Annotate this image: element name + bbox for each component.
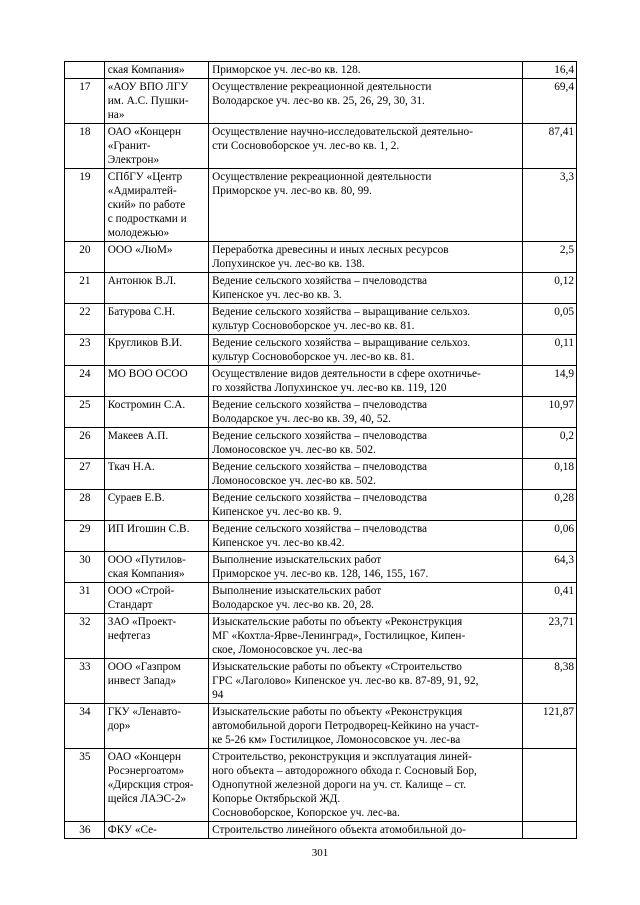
row-number-cell: 18 [65,124,105,169]
organization-cell [104,79,208,124]
description-line: ного объекта – автодорожного обхода г. Сосновый Бор, [212,765,477,777]
row-number-cell: 24 [65,366,105,397]
row-number-cell: 36 [65,822,105,839]
organization-line: ский» по работе [107,199,186,211]
organization-line: «Дирскция строя- [107,779,194,791]
organization-cell [104,335,208,366]
organization-cell [104,397,208,428]
activity-description-cell [209,428,523,459]
row-number-cell: 19 [65,169,105,242]
activity-description-cell [209,304,523,335]
activity-description-cell [209,273,523,304]
organization-line: ОАО «Концерн [107,751,182,763]
organization-line: Батурова С.Н. [107,306,176,318]
row-number-cell: 35 [65,749,105,822]
description-line: Переработка древесины и иных лесных ресурсов [212,244,449,256]
description-line: ское, Ломоносовское уч. лес-ва [212,644,363,656]
organization-line: ФКУ «Се- [107,824,157,836]
description-line: Строительство, реконструкция и эксплуатация линей- [212,751,472,763]
row-number-cell: 27 [65,459,105,490]
area-cell: 64,3 [522,552,576,583]
table-row [65,169,577,242]
organization-cell [104,521,208,552]
area-cell: 0,06 [522,521,576,552]
row-number-cell: 22 [65,304,105,335]
row-number-cell: 30 [65,552,105,583]
activity-description-cell [209,79,523,124]
description-line: Володарское уч. лес-во кв. 25, 26, 29, 30, 31. [212,95,425,107]
table-row [65,822,577,839]
description-line: автомобильной дороги Петродворец-Кейкино на участ- [212,720,480,732]
organization-cell [104,822,208,839]
description-line: Сосновоборское, Копорское уч. лес-ва. [212,807,400,819]
organization-line: нефтегаз [107,630,151,642]
organization-line: Антонюк В.Л. [107,275,177,287]
table-row [65,490,577,521]
organization-line: ОАО «Концерн [107,126,182,138]
table-row [65,335,577,366]
organization-cell [104,490,208,521]
table-row [65,397,577,428]
description-line: Ведение сельского хозяйства – пчеловодства [212,275,428,287]
organization-line: им. А.С. Пушки- [107,95,189,107]
row-number-cell: 26 [65,428,105,459]
description-line: Володарское уч. лес-во кв. 39, 40, 52. [212,413,391,425]
area-cell: 3,3 [522,169,576,242]
description-line: культур Сосновоборское уч. лес-во кв. 81. [212,351,415,363]
area-cell: 0,11 [522,335,576,366]
table-body [65,62,577,839]
organization-line: Росэнергоатом» [107,765,185,777]
organization-line: «Гранит- [107,140,151,152]
description-line: сти Сосновоборское уч. лес-во кв. 1, 2. [212,140,400,152]
organization-line: СПбГУ «Центр [107,171,183,183]
table-row [65,583,577,614]
description-line: Однопутной железной дороги на уч. ст. Калище – ст. [212,779,467,791]
activity-description-cell [209,124,523,169]
organization-cell [104,273,208,304]
row-number-cell [65,62,105,79]
table-row [65,242,577,273]
organization-cell [104,62,208,79]
organization-cell [104,614,208,659]
organization-line: дор» [107,720,131,732]
organization-line: Кругликов В.И. [107,337,183,349]
organization-cell [104,583,208,614]
description-line: Приморское уч. лес-во кв. 128. [212,64,361,76]
page-number: 301 [311,847,329,859]
row-number-cell: 17 [65,79,105,124]
description-line: Кипенское уч. лес-во кв.42. [212,537,345,549]
table-row [65,62,577,79]
description-line: Кипенское уч. лес-во кв. 3. [212,289,342,301]
description-line: Изыскательские работы по объекту «Реконструкция [212,706,463,718]
description-line: Осуществление видов деятельности в сфере охотничье- [212,368,481,380]
row-number-cell: 25 [65,397,105,428]
table-row [65,659,577,704]
area-cell: 0,28 [522,490,576,521]
description-line: Ведение сельского хозяйства – пчеловодства [212,523,428,535]
organization-cell [104,124,208,169]
description-line: Приморское уч. лес-во кв. 128, 146, 155, 167. [212,568,429,580]
activity-description-cell [209,62,523,79]
activity-description-cell [209,552,523,583]
area-cell: 0,18 [522,459,576,490]
description-line: Осуществление научно-исследовательской деятельно- [212,126,473,138]
area-cell: 0,2 [522,428,576,459]
description-line: Ломоносовское уч. лес-во кв. 502. [212,444,376,456]
area-cell: 0,41 [522,583,576,614]
area-cell: 87,41 [522,124,576,169]
description-line: Ведение сельского хозяйства – пчеловодства [212,492,428,504]
table-row [65,521,577,552]
activity-description-cell [209,242,523,273]
organization-line: «Адмиралтей- [107,185,177,197]
description-line: Выполнение изыскательских работ [212,554,382,566]
organization-cell [104,169,208,242]
activity-description-cell [209,459,523,490]
table-row [65,704,577,749]
description-line: Приморское уч. лес-во кв. 80, 99. [212,185,372,197]
row-number-cell: 28 [65,490,105,521]
organization-line: ская Компания» [107,64,185,76]
activity-description-cell [209,490,523,521]
organization-line: ИП Игошин С.В. [107,523,190,535]
organization-line: Электрон» [107,154,160,166]
organization-line: молодежью» [107,227,170,239]
activity-description-cell [209,704,523,749]
description-line: ке 5-26 км» Гостилицкое, Ломоносовское уч. лес-ва [212,734,461,746]
area-cell: 0,12 [522,273,576,304]
organization-line: ООО «Газпром [107,661,181,673]
area-cell: 0,05 [522,304,576,335]
organization-line: с подростками и [107,213,187,225]
organization-line: ООО «Путилов- [107,554,186,566]
organization-cell [104,749,208,822]
description-line: Копорье Октябрьской ЖД. [212,793,341,805]
organization-line: МО ВОО ОСОО [107,368,188,380]
organization-cell [104,242,208,273]
table-row [65,124,577,169]
activity-description-cell [209,366,523,397]
activity-description-cell [209,521,523,552]
table-row [65,79,577,124]
description-line: Строительство линейного объекта атомобильной до- [212,824,466,836]
table-row [65,273,577,304]
area-cell: 2,5 [522,242,576,273]
organization-line: инвест Запад» [107,675,177,687]
activity-description-cell [209,169,523,242]
activity-description-cell [209,614,523,659]
area-cell [522,749,576,822]
organization-cell [104,704,208,749]
description-line: МГ «Кохтла-Ярве-Ленинград», Гостилицкое, Кипен- [212,630,466,642]
organization-line: Стандарт [107,599,153,611]
row-number-cell: 32 [65,614,105,659]
activity-description-cell [209,583,523,614]
row-number-cell: 21 [65,273,105,304]
row-number-cell: 31 [65,583,105,614]
organization-cell [104,659,208,704]
description-line: 94 [212,689,224,701]
table-row [65,552,577,583]
table-row [65,366,577,397]
organization-line: на» [107,109,125,121]
description-line: Ведение сельского хозяйства – пчеловодства [212,399,428,411]
description-line: Ведение сельского хозяйства – выращивание сельхоз. [212,306,471,318]
organization-line: Костромин С.А. [107,399,186,411]
land-use-table [64,61,577,839]
row-number-cell: 34 [65,704,105,749]
description-line: Ведение сельского хозяйства – пчеловодства [212,430,428,442]
area-cell: 121,87 [522,704,576,749]
area-cell [522,822,576,839]
description-line: Ломоносовское уч. лес-во кв. 502. [212,475,376,487]
organization-line: ГКУ «Ленавто- [107,706,181,718]
area-cell: 23,71 [522,614,576,659]
description-line: Лопухинское уч. лес-во кв. 138. [212,258,365,270]
table-row [65,459,577,490]
activity-description-cell [209,749,523,822]
description-line: культур Сосновоборское уч. лес-во кв. 81. [212,320,415,332]
description-line: го хозяйства Лопухинское уч. лес-во кв. 119, 120 [212,382,447,394]
description-line: Ведение сельского хозяйства – пчеловодства [212,461,428,473]
activity-description-cell [209,822,523,839]
description-line: Осуществление рекреационной деятельности [212,81,432,93]
organization-line: Ткач Н.А. [107,461,155,473]
description-line: Изыскательские работы по объекту «Строительство [212,661,462,673]
area-cell: 14,9 [522,366,576,397]
area-cell: 16,4 [522,62,576,79]
description-line: Володарское уч. лес-во кв. 20, 28. [212,599,374,611]
organization-line: ЗАО «Проект- [107,616,177,628]
area-cell: 69,4 [522,79,576,124]
row-number-cell: 33 [65,659,105,704]
description-line: Выполнение изыскательских работ [212,585,382,597]
table-row [65,749,577,822]
table-row [65,428,577,459]
organization-cell [104,304,208,335]
activity-description-cell [209,659,523,704]
activity-description-cell [209,397,523,428]
area-cell: 8,38 [522,659,576,704]
area-cell: 10,97 [522,397,576,428]
description-line: Осуществление рекреационной деятельности [212,171,432,183]
organization-line: «АОУ ВПО ЛГУ [107,81,189,93]
table-row [65,304,577,335]
row-number-cell: 29 [65,521,105,552]
table-row [65,614,577,659]
description-line: Ведение сельского хозяйства – выращивание сельхоз. [212,337,471,349]
organization-cell [104,552,208,583]
row-number-cell: 23 [65,335,105,366]
description-line: Изыскательские работы по объекту «Реконструкция [212,616,463,628]
organization-line: щейся ЛАЭС-2» [107,793,187,805]
row-number-cell: 20 [65,242,105,273]
organization-cell [104,428,208,459]
organization-cell [104,459,208,490]
organization-line: ООО «Строй- [107,585,175,597]
organization-line: ООО «ЛюМ» [107,244,173,256]
organization-line: ская Компания» [107,568,185,580]
description-line: ГРС «Лаголово» Кипенское уч. лес-во кв. 87-89, 91, 92, [212,675,479,687]
description-line: Кипенское уч. лес-во кв. 9. [212,506,342,518]
organization-cell [104,366,208,397]
activity-description-cell [209,335,523,366]
organization-line: Макеев А.П. [107,430,169,442]
organization-line: Сураев Е.В. [107,492,165,504]
